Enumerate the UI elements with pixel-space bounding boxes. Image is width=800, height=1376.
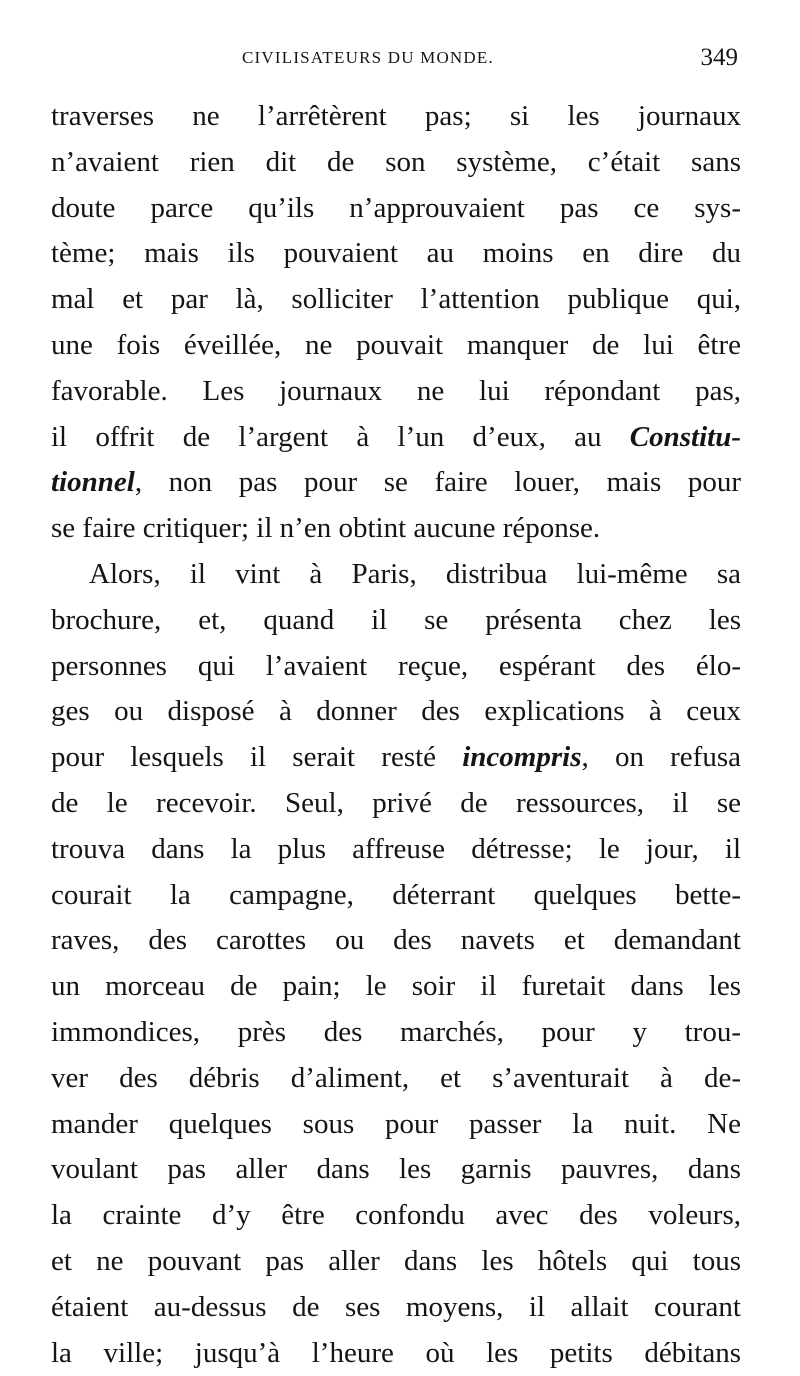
text-line: se faire critiquer; il n’en obtint aucune réponse. [51,512,601,545]
text-line: raves, des carottes ou des navets et demandant [51,924,741,957]
text-line: immondices, près des marchés, pour y trou- [51,1015,741,1048]
text-line: et ne pouvant pas aller dans les hôtels qui tous [51,1244,741,1277]
text-line: trouva dans la plus affreuse détresse; le jour, il [51,832,741,865]
text-segment: , non pas pour se faire louer, mais pour [134,466,741,499]
text-line: la ville; jusqu’à l’heure où les petits débitans [51,1336,741,1369]
running-title: CIVILISATEURS DU MONDE. [242,48,494,67]
text-line: traverses ne l’arrêtèrent pas; si les journaux [51,100,741,132]
text-line: mander quelques sous pour passer la nuit. Ne [51,1107,741,1140]
text-line: n’avaient rien dit de son système, c’était sans [51,145,741,178]
text-line [51,460,741,506]
emphasized-term: tionnel [51,466,135,499]
text-line: un morceau de pain; le soir il furetait dans les [51,970,741,1003]
body-text [51,94,741,1376]
text-segment: , on refusa [581,741,741,774]
text-line: courait la campagne, déterrant quelques bette- [51,878,741,911]
text-line: favorable. Les journaux ne lui répondant pas, [51,374,741,407]
text-line: la crainte d’y être confondu avec des voleurs, [51,1199,741,1232]
paragraph-start-line: Alors, il vint à Paris, distribua lui-même sa [89,557,741,590]
page-number: 349 [700,44,738,71]
text-line: étaient au-dessus de ses moyens, il allait courant [51,1290,741,1323]
text-segment: il offrit de l’argent à l’un d’eux, au [51,420,630,453]
text-line: brochure, et, quand il se présenta chez les [51,603,741,636]
text-line [51,735,741,781]
text-line: une fois éveillée, ne pouvait manquer de lui être [51,328,741,361]
text-line: ver des débris d’aliment, et s’aventurait à de- [51,1061,741,1094]
text-line: mal et par là, solliciter l’attention publique qui, [51,283,741,316]
text-line: de le recevoir. Seul, privé de ressources, il se [51,786,741,819]
text-line: doute parce qu’ils n’approuvaient pas ce sys- [51,191,741,224]
page-header [0,44,800,78]
text-line: ges ou disposé à donner des explications à ceux [51,695,741,728]
text-line: voulant pas aller dans les garnis pauvres, dans [51,1153,741,1186]
text-segment: pour lesquels il serait resté [51,741,463,774]
emphasized-term: Constitu- [629,420,741,453]
text-line: personnes qui l’avaient reçue, espérant des élo- [51,649,741,682]
text-line: tème; mais ils pouvaient au moins en dire du [51,237,741,270]
text-line [51,415,741,461]
emphasized-term: incompris [462,741,582,774]
